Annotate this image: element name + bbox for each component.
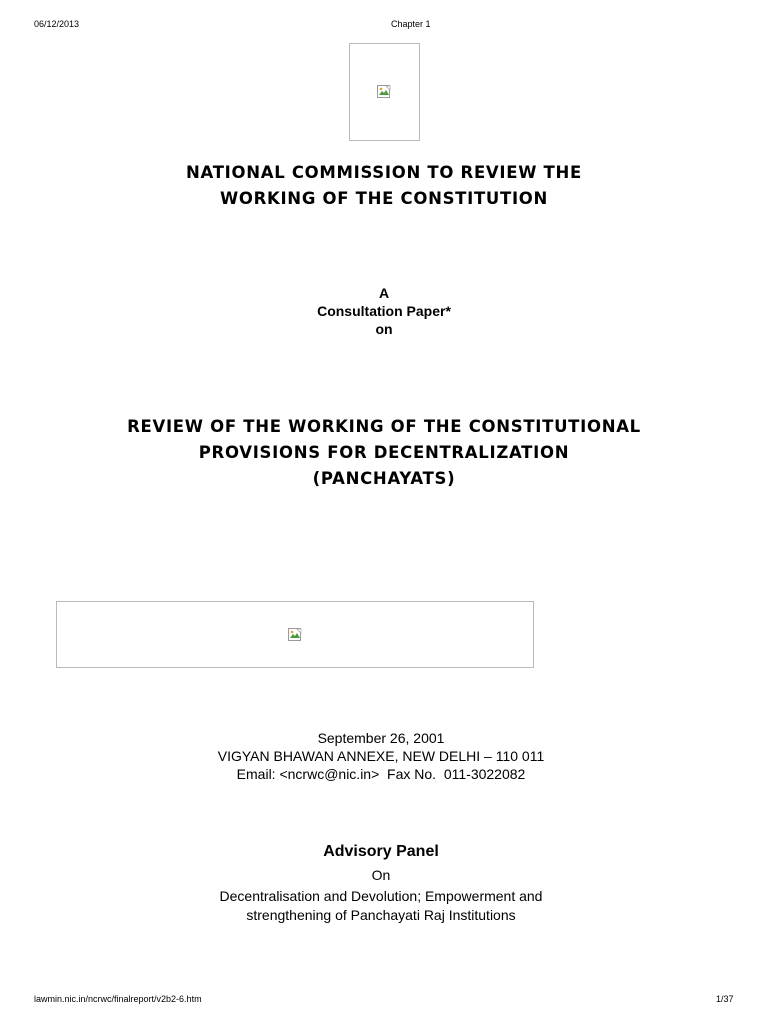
footer-url: lawmin.nic.in/ncrwc/finalreport/v2b2-6.htm <box>34 994 202 1004</box>
subject-title-line-3: (PANCHAYATS) <box>312 469 456 488</box>
advisory-panel-heading: Advisory Panel <box>323 843 439 860</box>
footer-page-number: 1/37 <box>716 994 734 1004</box>
consultation-line-2: Consultation Paper* <box>317 303 451 319</box>
advisory-panel-subject-line-2: strengthening of Panchayati Raj Institutions <box>246 907 516 923</box>
consultation-line-3: on <box>375 321 393 337</box>
advisory-panel-on: On <box>371 867 391 883</box>
commission-title-line-1: NATIONAL COMMISSION TO REVIEW THE <box>186 163 582 182</box>
broken-image-icon <box>288 628 302 642</box>
header-date: 06/12/2013 <box>34 19 80 29</box>
broken-image-icon <box>377 85 391 99</box>
commission-title-line-2: WORKING OF THE CONSTITUTION <box>219 189 549 208</box>
email-fax: Email: <ncrwc@nic.in> Fax No. 011-3022082 <box>236 766 526 782</box>
subject-title-line-1: REVIEW OF THE WORKING OF THE CONSTITUTIONAL <box>127 417 641 436</box>
emblem-image <box>349 43 420 141</box>
header-chapter: Chapter 1 <box>391 19 431 29</box>
subject-title-line-2: PROVISIONS FOR DECENTRALIZATION <box>198 443 570 462</box>
consultation-line-1: A <box>378 285 390 301</box>
banner-image <box>56 601 534 668</box>
advisory-panel-subject-line-1: Decentralisation and Devolution; Empowerment and <box>219 888 543 904</box>
address: VIGYAN BHAWAN ANNEXE, NEW DELHI – 110 011 <box>217 748 545 764</box>
release-date: September 26, 2001 <box>317 730 445 746</box>
